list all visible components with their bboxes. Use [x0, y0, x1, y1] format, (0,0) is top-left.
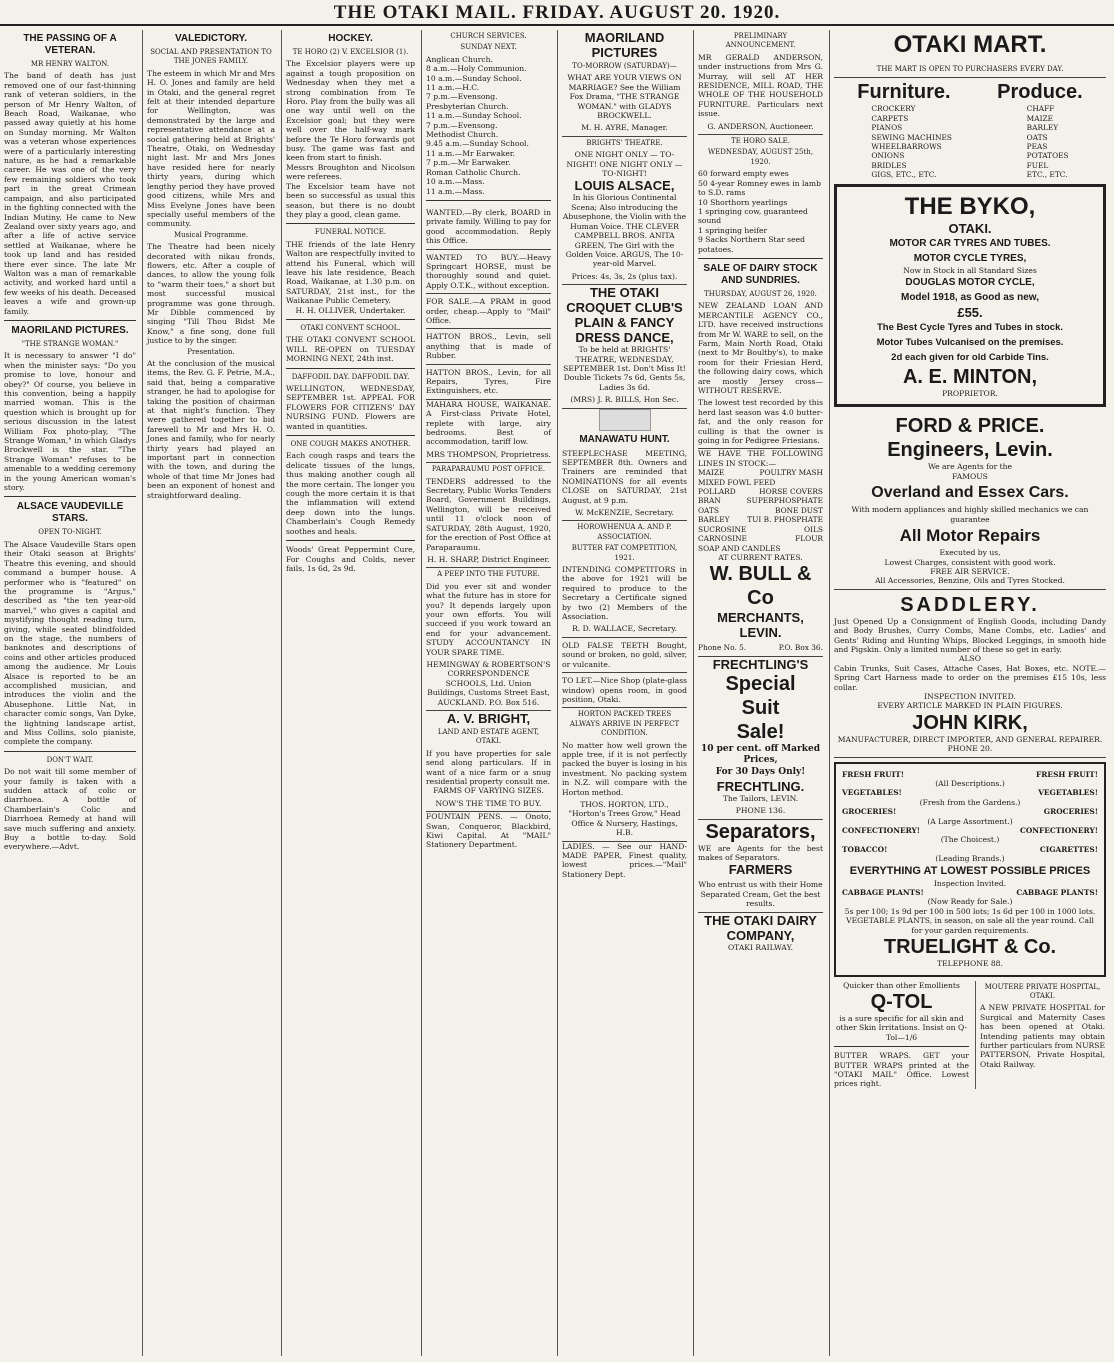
- ford-famous: FAMOUS: [952, 471, 988, 481]
- valedictory-headline: VALEDICTORY.: [174, 33, 248, 44]
- mart-furniture-list: [871, 104, 952, 179]
- list-item: WHEELBARROWS: [871, 142, 942, 152]
- church-subhead: SUNDAY NEXT.: [460, 43, 517, 52]
- table-row: [842, 826, 1098, 835]
- qtol-ad: [834, 981, 969, 1089]
- column-4: [421, 30, 555, 1356]
- post-office-notice: TENDERS addressed to the Secretary, Public Works Tenders Board, Government Buildings, Wellington, will be received until 11 o'clock noon of SATURDAY, 28th August, 1920, for the erection of Post Office at Paraparaumu.: [426, 476, 551, 552]
- mart-lists: [834, 104, 1106, 179]
- table-cell: CARNOSINE: [698, 534, 747, 544]
- post-office-headline: PARAPARAUMU POST OFFICE.: [431, 465, 546, 474]
- byko-ad: [834, 184, 1106, 408]
- te-horo-list: [698, 169, 823, 254]
- horton-signature: THOS. HORTON, LTD., "Horton's Trees Grow," Head Office & Nursery, Hastings, H.B.: [562, 797, 687, 842]
- frechtling-sale: Sale!: [736, 720, 785, 743]
- dairy-sale-headline: SALE OF DAIRY STOCK AND SUNDRIES.: [703, 262, 818, 286]
- funeral-signature: H. H. OLLIVER, Undertaker.: [295, 305, 406, 315]
- table-row: [698, 544, 823, 553]
- kirk-name: JOHN KIRK,: [912, 711, 1028, 734]
- wanted-ad-1: WANTED.—By clerk, BOARD in private family. Willing to pay for good accommodation. Reply this Office.: [426, 205, 551, 250]
- hockey-subhead: TE HORO (2) V. EXCELSIOR (1).: [292, 48, 409, 56]
- church-list: [426, 55, 551, 196]
- masthead: THE OTAKI MAIL. FRIDAY. AUGUST 20. 1920.: [0, 0, 1114, 26]
- list-item: 7 p.m.—Mr Earwaker.: [426, 158, 511, 168]
- tob-right: CIGARETTES!: [1039, 844, 1098, 854]
- list-item: PIANOS: [871, 123, 903, 133]
- prelim-signature: G. ANDERSON, Auctioneer.: [698, 119, 823, 135]
- list-item: 11 a.m.—Sunday School.: [426, 111, 522, 121]
- ford-sub: Engineers, Levin.: [887, 439, 1053, 462]
- byko-line-1: MOTOR CAR TYRES AND TUBES.: [889, 237, 1051, 249]
- byko-proprietor: PROPRIETOR.: [942, 389, 998, 399]
- separators-ad: WE are Agents for the best makes of Separators.: [698, 843, 823, 862]
- qtol-body: is a sure specific for all skin and other Skin Irritations. Insist on Q-Tol—1/6: [835, 1013, 968, 1042]
- truelight-ad: [834, 762, 1106, 977]
- convent-headline: OTAKI CONVENT SCHOOL.: [300, 323, 401, 332]
- frechtling-phone: PHONE 136.: [698, 803, 823, 819]
- table-row: [698, 478, 823, 487]
- table-row: [698, 496, 823, 505]
- pictures-headline: MAORILAND PICTURES.: [11, 324, 129, 336]
- table-cell: HORSE COVERS: [759, 487, 823, 497]
- bright-headline: A. V. BRIGHT,: [446, 711, 531, 726]
- list-item: SEWING MACHINES: [871, 132, 952, 142]
- list-item: Anglican Church.: [426, 54, 493, 64]
- for-sale-ad: FOR SALE.—A PRAM in good order, cheap.—Apply to "Mail" Office.: [426, 294, 551, 329]
- cabbage-right: CABBAGE PLANTS!: [1016, 888, 1098, 898]
- programme-subhead: Musical Programme.: [174, 230, 248, 239]
- frechtling-headline: FRECHTLING'S: [712, 656, 809, 672]
- qtol-tag: Quicker than other Emollients: [843, 980, 960, 990]
- list-item: BRIDLES: [871, 160, 907, 170]
- separators-trust: Who entrust us with their Home Separated Cream, Get the best results.: [698, 877, 823, 912]
- list-item: Roman Catholic Church.: [426, 167, 521, 177]
- presentation-subhead: Presentation.: [187, 347, 235, 356]
- stock-lines-table: [698, 468, 823, 553]
- list-item: BARLEY: [1026, 123, 1059, 133]
- pictures-article: It is necessary to answer "I do" when the minister says: "Do you promise to love, honour and obey?" Of course, you believe in this convention, being a happily married woman. This is the question which is brought up for serious discussion in the latest William Fox photo-play, "The Strange Woman," in which Gladys Brockwell is the star. "The Strange Woman" refuses to be amenable to a wedding ceremony in the young American woman's story.: [4, 351, 136, 493]
- post-office-signature: H. H. SHARP, District Engineer.: [426, 552, 551, 568]
- saddlery-body: Just Opened Up a Consignment of English Goods, including Dandy and Body Brushes, Curry Combs, Mane Combs, etc. Ladies' and Gents' Riding and Hunting Whips, Blocked Leggings, in smooth hide and Pigskin. Only a limited number of these so get in early.: [834, 616, 1106, 654]
- truelight-phone: TELEPHONE 88.: [937, 959, 1003, 969]
- te-horo-headline: TE HORO SALE.: [731, 137, 790, 146]
- mart-headline: OTAKI MART.: [893, 31, 1047, 58]
- table-cell: POULTRY MASH: [759, 468, 823, 478]
- list-item: MAIZE: [1026, 113, 1054, 123]
- divider: [286, 435, 415, 436]
- list-item: Methodist Church.: [426, 130, 499, 140]
- byko-line-2: MOTOR CYCLE TYRES,: [913, 252, 1027, 264]
- veteran-subhead: MR HENRY WALTON.: [30, 60, 110, 68]
- veteran-headline: THE PASSING OF A VETERAN.: [23, 33, 117, 56]
- fruit-left: FRESH FRUIT!: [842, 769, 904, 779]
- bull-headline: W. BULL & Co: [709, 563, 812, 610]
- column-1: [4, 30, 140, 1356]
- manawatu-notice: STEEPLECHASE MEETING, SEPTEMBER 8th. Owners and Trainers are reminded that NOMINATIONS for all events CLOSE on SATURDAY, 21st August, at 9 p.m.: [562, 448, 687, 505]
- dont-wait-headline: DON'T WAIT.: [46, 755, 94, 764]
- table-cell: SUCROSINE: [698, 524, 747, 534]
- cabbage-desc: (Now Ready for Sale.): [927, 897, 1013, 907]
- mart-columns-head: [834, 80, 1106, 104]
- list-item: 8 a.m.—Holy Communion.: [426, 64, 527, 74]
- qtol-name: Q-TOL: [870, 990, 933, 1013]
- byko-line-6: The Best Cycle Tyres and Tubes in stock.: [876, 322, 1063, 334]
- saddlery-ad: [834, 590, 1106, 758]
- maoriland-headline: MAORILAND PICTURES: [584, 30, 665, 60]
- prelim-headline: PRELIMINARY ANNOUNCEMENT.: [725, 32, 796, 50]
- convent-notice: THE OTAKI CONVENT SCHOOL WILL RE-OPEN on TUESDAY MORNING NEXT, 24th inst.: [286, 335, 415, 364]
- manawatu-signature: W. McKENZIE, Secretary.: [562, 505, 687, 521]
- hospital-ad: [975, 981, 1105, 1089]
- false-teeth-ad: OLD FALSE TEETH Bought, sound or broken, no gold, silver, or vulcanite.: [562, 638, 687, 673]
- divider: [4, 751, 136, 752]
- table-cell: MIXED FOWL FEED: [698, 477, 776, 487]
- table-cell: BONE DUST: [775, 505, 823, 515]
- farms-line: FARMS OF VARYING SIZES.: [433, 786, 544, 796]
- daffodil-headline: DAFFODIL DAY. DAFFODIL DAY.: [291, 372, 410, 381]
- byko-line-5: Model 1918, as Good as new,: [900, 292, 1039, 304]
- frechtling-discount: 10 per cent. off Marked Prices,: [700, 743, 821, 765]
- horton-headline: HORTON PACKED TREES ALWAYS ARRIVE IN PERFECT CONDITION.: [569, 710, 680, 738]
- te-horo-date: WEDNESDAY, AUGUST 25th, 1920.: [707, 148, 814, 166]
- list-item: 10 a.m.—Mass.: [426, 177, 485, 187]
- butter-wraps-ad: BUTTER WRAPS. GET your BUTTER WRAPS printed at the "OTAKI MAIL" Office. Lowest prices right.: [834, 1051, 969, 1089]
- ford-cars: Overland and Essex Cars.: [871, 484, 1069, 502]
- mart-furniture: Furniture.: [857, 81, 951, 104]
- frechtling-name: FRECHTLING.: [716, 778, 805, 794]
- horowhenua-subhead: BUTTER FAT COMPETITION, 1921.: [571, 544, 678, 562]
- table-cell: BRAN: [698, 496, 721, 506]
- louis-alsace-headline: LOUIS ALSACE,: [574, 178, 675, 194]
- table-cell: SUPERPHOSPHATE: [746, 496, 823, 506]
- ford-modern: With modern appliances and highly skilled mechanics we can guarantee: [851, 505, 1089, 524]
- byko-proprietor-name: A. E. MINTON,: [902, 366, 1038, 389]
- column-2: [142, 30, 279, 1356]
- byko-line-7: Motor Tubes Vulcanised on the premises.: [876, 337, 1064, 349]
- manawatu-headline: MANAWATU HUNT.: [579, 433, 670, 445]
- ford-accessories: All Accessories, Benzine, Oils and Tyres Stocked.: [875, 576, 1065, 586]
- croquet-headline: THE OTAKI CROQUET CLUB'S PLAIN & FANCY DRESS DANCE,: [566, 285, 683, 346]
- croquet-signature: (MRS) J. R. BILLS, Hon Sec.: [562, 392, 687, 408]
- louis-alsace-ad: In his Glorious Continental Scena; Also introducing the Abusephone, the Violin with the Human Voice. THE CLEVER CAMPBELL BROS. ANITA GREEN, The Girl with the Golden Voice. ARGUS, The 10-year-old Marvel.: [562, 193, 687, 269]
- bottom-ads: [834, 981, 1106, 1089]
- hunt-illustration: [562, 409, 687, 431]
- everything-line: EVERYTHING AT LOWEST POSSIBLE PRICES: [849, 864, 1091, 877]
- inspection-line: Inspection Invited.: [933, 878, 1007, 888]
- byko-sub: OTAKI.: [948, 220, 992, 236]
- column-5: [557, 30, 691, 1356]
- bull-contact: [698, 640, 823, 656]
- list-item: 7 p.m.—Evensong.: [426, 120, 498, 130]
- list-item: POTATOES: [1026, 151, 1069, 161]
- table-cell: TUI B. PHOSPHATE: [747, 515, 823, 525]
- table-cell: SOAP AND CANDLES: [698, 543, 781, 553]
- hatton-ad-1: HATTON BROS., Levin, sell anything that is made of Rubber.: [426, 329, 551, 364]
- column-3: [281, 30, 419, 1356]
- truelight-name: TRUELIGHT & Co.: [883, 936, 1057, 959]
- list-item: ONIONS: [871, 151, 905, 161]
- table-cell: MAIZE: [698, 468, 725, 478]
- kirk-sub: MANUFACTURER, DIRECT IMPORTER, AND GENERAL REPAIRER. PHONE 20.: [837, 734, 1103, 754]
- hatton-ad-2: HATTON BROS., Levin, for all Repairs, Tyres, Fire Extinguishers, etc.: [426, 365, 551, 400]
- list-item: 11 a.m.—Mr Earwaker.: [426, 148, 516, 158]
- ford-price-ad: [834, 411, 1106, 589]
- current-rates: AT CURRENT RATES.: [718, 552, 803, 562]
- daffodil-notice: WELLINGTON, WEDNESDAY, SEPTEMBER 1st. APPEAL FOR FLOWERS FOR CITIZENS' DAY NURSING FUND. Flowers are wanted in quantities.: [286, 384, 415, 431]
- divider: [286, 223, 415, 224]
- list-item: 11 a.m.—Mass.: [426, 186, 485, 196]
- table-row: [698, 534, 823, 543]
- maoriland-ad: WHAT ARE YOUR VIEWS ON MARRIAGE? See the William Fox Drama, "THE STRANGE WOMAN." with GLADYS BROCKWELL.: [567, 73, 682, 121]
- groc-right: GROCERIES!: [1043, 807, 1098, 817]
- fruit-desc: (All Descriptions.): [935, 779, 1005, 788]
- prelim-notice: MR GERALD ANDERSON, under instructions from Mrs G. Murray, will sell AT HER RESIDENCE, MILL ROAD, THE WHOLE OF THE HOUSEHOLD FURNITURE. Particulars next issue.: [698, 52, 823, 119]
- list-item: 7 p.m.—Evensong.: [426, 92, 498, 102]
- divider: [286, 368, 415, 369]
- divider: [426, 200, 551, 201]
- list-item: 10 a.m.—Sunday School.: [426, 73, 522, 83]
- divider: [286, 319, 415, 320]
- mart-produce: Produce.: [997, 81, 1083, 104]
- table-row: [842, 807, 1098, 816]
- conf-left: CONFECTIONERY!: [842, 826, 921, 836]
- bright-ad: If you have properties for sale send along particulars. If in want of a nice farm or a snug residential property consult me.: [426, 748, 551, 787]
- frechtling-special: Special: [725, 672, 796, 695]
- louis-alsace-prices: Prices: 4s, 3s, 2s (plus tax).: [562, 269, 687, 285]
- list-item: 50 4-year Romney ewes in lamb to S.D. rams: [698, 178, 821, 198]
- byko-line-8: 2d each given for old Carbide Tins.: [891, 352, 1049, 364]
- mart-produce-list: [1027, 104, 1069, 179]
- divider: [698, 258, 823, 259]
- byko-headline: THE BYKO,: [904, 192, 1036, 220]
- fountain-pens-ad: FOUNTAIN PENS. — Onoto, Swan, Conqueror, Blackbird, Kiwi Capital. At "MAIL" Stationery Department.: [426, 812, 551, 850]
- list-item: OATS: [1026, 132, 1048, 142]
- list-item: 1 springing heifer: [698, 225, 768, 235]
- alsace-headline: ALSACE VAUDEVILLE STARS.: [16, 501, 124, 525]
- hockey-article: The Excelsior players were up against a tough proposition on Wednesday when they met a strong combination from Te Horo. Play from the bully was all one way until well on the Excelsior goal; but they were well over the half-way mark before the Te Horo forwards got busy. The game was fast and keen from start to finish.: [286, 59, 415, 163]
- valedictory-subhead: SOCIAL AND PRESENTATION TO THE JONES FAMILY.: [150, 48, 272, 66]
- maoriland-date: TO-MORROW (SATURDAY)—: [572, 62, 677, 70]
- cough-ad: Each cough rasps and tears the delicate tissues of the lungs, thus making another cough all the more certain. The longer you cough the more certain it is that the inflammation will extend deep down into the lungs. Chamberlain's Cough Remedy soothes and heals.: [286, 451, 415, 536]
- horowhenua-signature: R. D. WALLACE, Secretary.: [562, 621, 687, 637]
- table-row: [698, 487, 823, 496]
- byko-line-3: Now in Stock in all Standard Sizes: [903, 265, 1037, 275]
- horse-icon: [599, 409, 651, 431]
- groc-left: GROCERIES!: [842, 807, 897, 817]
- church-headline: CHURCH SERVICES.: [450, 32, 527, 40]
- veg-plants: VEGETABLE PLANTS, in season, on sale all the year round. Call for your garden requirements.: [846, 916, 1094, 935]
- croquet-ad: To be held at BRIGHTS' THEATRE, WEDNESDAY, SEPTEMBER 1st. Don't Miss It! Double Tickets 7s 6d, Gents 5s, Ladies 3s 6d.: [563, 345, 686, 392]
- saddlery-invited: INSPECTION INVITED.: [924, 691, 1016, 701]
- hockey-article-2: Messrs Broughton and Nicolson were referees.: [286, 162, 415, 182]
- table-row: [698, 468, 823, 477]
- fruit-right: FRESH FRUIT!: [1036, 769, 1098, 779]
- hemingway-address: HEMINGWAY & ROBERTSON'S CORRESPONDENCE SCHOOLS, Ltd. Union Buildings, Customs Street East, AUCKLAND. P.O. Box 516.: [426, 657, 551, 711]
- table-row: [842, 888, 1098, 897]
- horton-ad: No matter how well grown the apple tree, if it is not perfectly packed the buyer is losing in his investment. No packing system in N.Z. will compare with the Horton method.: [562, 740, 687, 797]
- table-cell: FLOUR: [795, 534, 823, 544]
- table-cell: OILS: [804, 524, 823, 534]
- hospital-body: A NEW PRIVATE HOSPITAL for Surgical and Maternity Cases has been opened at Otaki. Intending patients may obtain further particulars from NURSE PATTERSON, Private Hospital, Otaki Railway.: [980, 1003, 1105, 1069]
- peep-ad: Did you ever sit and wonder what the future has in store for you? It depends largely upon your own efforts. You will succeed if you work toward an end for your advancement. STUDY ACCOUNTANCY IN YOUR SPARE TIME.: [426, 581, 551, 657]
- veg-right: VEGETABLES!: [1038, 788, 1098, 798]
- list-item: Presbyterian Church.: [426, 101, 509, 111]
- horowhenua-notice: INTENDING COMPETITORS in the above for 1921 will be required to produce to the Secretary a Certificate signed by two (2) Members of the Association.: [562, 565, 687, 622]
- ford-exec: Executed by us,: [939, 548, 1001, 558]
- separators-farmers: FARMERS: [728, 862, 793, 878]
- divider: [4, 320, 136, 321]
- list-item: 9 Sacks Northern Star seed potatoes.: [698, 235, 805, 254]
- ford-free-air: FREE AIR SERVICE.: [930, 566, 1010, 576]
- list-item: CROCKERY: [871, 104, 916, 114]
- column-6: [693, 30, 827, 1356]
- hockey-headline: HOCKEY.: [328, 33, 373, 44]
- table-row: [698, 515, 823, 524]
- hockey-article-3: The Excelsior team have not been so successful as usual this season, but there is no doubt they play a good, clean game.: [286, 181, 415, 219]
- dont-wait-ad: Do not wait till some member of your family is taken with a sudden attack of colic or diarrhoea. A bottle of Chamberlain's Colic and Diarrhoea Remedy at hand will save much suffering and anxiety. Buy a bottle to-day. Sold everywhere.—Advt.: [4, 767, 136, 852]
- list-item: 10 Shorthorn yearlings: [698, 197, 788, 207]
- saddlery-also: ALSO: [959, 654, 981, 664]
- brights-headline: BRIGHTS' THEATRE.: [586, 138, 663, 147]
- mahara-ad: MAHARA HOUSE, WAIKANAE. A First-class Private Hotel, replete with large, airy bedrooms. Best of accommodation, tariff low.: [426, 399, 551, 447]
- maoriland-signature: M. H. AYRE, Manager.: [562, 120, 687, 136]
- stock-lines-headline: WE HAVE THE FOLLOWING LINES IN STOCK:—: [698, 449, 823, 468]
- programme-article: The Theatre had been nicely decorated with nikau fronds, flowers, etc. After a couple of dances, to allow the young folk to "warm their toes," a short but most successful musical programme was gone through. Mr Dibble commenced by singing "Till Thou Bidst Me Know," a fine song, done full justice to by the singer.: [147, 242, 275, 346]
- ford-headline: FORD & PRICE.: [895, 415, 1045, 438]
- list-item: 60 forward empty ewes: [698, 169, 789, 179]
- tob-left: TOBACCO!: [842, 844, 888, 854]
- veg-left: VEGETABLES!: [842, 788, 902, 798]
- byko-line-4: DOUGLAS MOTOR CYCLE,: [905, 277, 1035, 289]
- bull-phone: Phone No. 5.: [698, 643, 747, 653]
- presentation-article: At the conclusion of the musical items, the Rev. G. F. Petrie, M.A., said that, being a comparative stranger, he had to apologise for taking the position of chairman at that night's function. They were gathered together to bid farewell to Mr and Mrs H. O. Jones and family, who for nearly thirty years had played an important part in connection with the town, and during the whole of that time Mr Jones had been an exponent of honest and straightforward dealing.: [147, 359, 275, 500]
- column-7: [829, 30, 1110, 1356]
- ladies-paper-ad: LADIES. — See our HAND-MADE PAPER, Finest quality, lowest prices.—"Mail" Stationery Dept.: [562, 841, 687, 879]
- list-item: GIGS, ETC., ETC.: [871, 170, 937, 180]
- separators-headline: Separators,: [705, 820, 816, 843]
- tob-desc: (Leading Brands.): [935, 854, 1005, 864]
- now-time-line: NOW'S THE TIME TO BUY.: [426, 796, 551, 812]
- table-cell: OATS: [698, 505, 719, 515]
- list-item: CHAFF: [1026, 104, 1055, 114]
- saddlery-marked: EVERY ARTICLE MARKED IN PLAIN FIGURES.: [877, 701, 1063, 711]
- dairy-sale-notice: NEW ZEALAND LOAN AND MERCANTILE AGENCY CO., LTD. have received instructions from Mr W. WARE to sell, on the Farm, Main North Road, Otaki (next to Mr Boultby's), to make room for their Friesian Herd, the following dairy cows, which are mostly Jersey cross—WITHOUT RESERVE.: [698, 301, 823, 395]
- dairy-company-sub: OTAKI RAILWAY.: [727, 942, 794, 952]
- list-item: CARPETS: [871, 113, 909, 123]
- veteran-article: The band of death has just removed one of our fast-thinning rank of veteran soldiers, in the person of Mr Henry Walton, of Beach Road, Waikanae, who passed away quietly at his home on Sunday morning. Mr Walton was a veteran whose experiences were of a particularly interesting nature, as he had a remarkable career. He was one of the very few remaining soldiers who took part in the great Crimean campaign, and also participated in the fighting connected with the Indian Mutiny. He came to New Zealand over sixty years ago, and after a life of active service settled at Waikanae, where he took up land and has resided there ever since. The late Mr Walton was a man of remarkable activity, and worked hard until a few weeks of his death. Deceased leaves a wife and grown-up family.: [4, 71, 136, 316]
- cough-headline: ONE COUGH MAKES ANOTHER.: [290, 440, 411, 449]
- cabbage-left: CABBAGE PLANTS!: [842, 888, 924, 898]
- frechtling-suit: Suit: [741, 696, 780, 719]
- funeral-notice: THE friends of the late Henry Walton are respectfully invited to attend his Funeral, which will leave his late residence, Beach Road, Waikanae, at 1.30 p.m. on SATURDAY, 21st inst., for the Waikanae Public Cemetery.: [286, 239, 415, 306]
- brights-tonight: ONE NIGHT ONLY — TO-NIGHT! ONE NIGHT ONLY — TO-NIGHT!: [566, 150, 683, 179]
- table-row: [842, 845, 1098, 854]
- conf-desc: (The Choicest.): [940, 835, 1000, 845]
- mahara-signature: MRS THOMPSON, Proprietress.: [426, 447, 551, 463]
- list-item: 1 springing cow, guaranteed sound: [698, 206, 808, 226]
- ford-repairs: All Motor Repairs: [899, 526, 1041, 546]
- saddlery-headline: SADDLERY.: [900, 593, 1040, 616]
- table-row: [698, 506, 823, 515]
- dairy-sale-date: THURSDAY, AUGUST 26, 1920.: [704, 289, 817, 298]
- bull-subhead: MERCHANTS, LEVIN.: [717, 610, 804, 641]
- dairy-sale-note: The lowest test recorded by this herd last season was 4.0 butter-fat, and the only reason for culling is that the owner is going in for Pedigree Friesians.: [698, 395, 823, 449]
- frechtling-tailors: The Tailors, LEVIN.: [722, 793, 799, 803]
- valedictory-article: The esteem in which Mr and Mrs H. O. Jones and family are held in Otaki, and the general regret felt at their intended departure for Wellington, was demonstrated by the large and representative attendance at a social gathering held at Brights' Theatre, Otaki, on Wednesday night last. Mr and Mrs Jones have resided here for nearly thirty years, during which lengthy period they have proved good citizens, while Mrs and Miss Evelyne Jones have been specially useful members of the community.: [147, 68, 275, 229]
- veg-desc: (Fresh from the Gardens.): [919, 797, 1021, 807]
- wanted-ad-2: WANTED TO BUY.—Heavy Springcart HORSE, must be thoroughly sound and quiet. Apply O.T.K., without exception.: [426, 250, 551, 295]
- table-cell: BARLEY: [698, 515, 730, 525]
- table-row: [842, 788, 1098, 797]
- list-item: PEAS: [1026, 142, 1048, 152]
- peppermint-ad: Woods' Great Peppermint Cure, For Coughs and Colds, never fails, 1s 6d, 2s 9d.: [286, 545, 415, 573]
- divider: [4, 496, 136, 497]
- table-row: [842, 770, 1098, 779]
- cabbage-price: 5s per 100; 1s 9d per 100 in 500 lots; 1s 6d per 100 in 1000 lots.: [844, 906, 1096, 916]
- ford-agents: We are Agents for the: [927, 462, 1013, 472]
- to-let-ad: TO LET.—Nice Shop (plate-glass window) opens room, in good position, Otaki.: [562, 673, 687, 708]
- hospital-headline: MOUTERE PRIVATE HOSPITAL, OTAKI.: [984, 982, 1101, 1000]
- peep-headline: A PEEP INTO THE FUTURE.: [437, 570, 540, 579]
- ford-lowest: Lowest Charges, consistent with good work.: [884, 557, 1056, 567]
- byko-price: £55.: [957, 305, 983, 321]
- pictures-subhead: "THE STRANGE WOMAN.": [21, 339, 119, 348]
- bright-subhead: LAND AND ESTATE AGENT, OTAKI.: [437, 728, 540, 746]
- conf-right: CONFECTIONERY!: [1019, 826, 1098, 836]
- saddlery-body-2: Cabin Trunks, Suit Cases, Attache Cases, Hat Boxes, etc. NOTE.—Spring Cart Harness made to order on the premises £15 10s, less collar.: [834, 663, 1106, 692]
- funeral-headline: FUNERAL NOTICE.: [314, 228, 387, 237]
- bull-box: P.O. Box 36.: [778, 643, 823, 653]
- alsace-subhead: OPEN TO-NIGHT.: [38, 528, 102, 537]
- table-cell: POLLARD: [698, 487, 736, 497]
- groc-desc: (A Large Assortment.): [927, 816, 1013, 826]
- mart-subhead: THE MART IS OPEN TO PURCHASERS EVERY DAY.: [834, 62, 1106, 78]
- dairy-company-headline: THE OTAKI DAIRY COMPANY,: [704, 912, 817, 943]
- table-row: [698, 525, 823, 534]
- divider: [286, 540, 415, 541]
- horowhenua-headline: HOROWHENUA A. AND P. ASSOCIATION.: [577, 523, 672, 541]
- list-item: 9.45 a.m.—Sunday School.: [426, 139, 529, 149]
- list-item: ETC., ETC.: [1026, 170, 1068, 180]
- alsace-article: The Alsace Vaudeville Stars open their Otaki season at Brights' Theatre this evening, and should command a bumper house. A performer who is "featured" on the programme is "Argus," described as "the ten year-old marvel," who gives a capital and mystifying thought reading turn, giving, while seated blindfolded on the stage, the numbers of banknotes and descriptions of coins and other articles produced among the audience. Mr Louis Alsace is reported to be an accomplished musician, and introduces the violin and the Abusephone. Little Nat, in character comic songs, Van Dyke, the lightning landscape artist, and Miss Collins, solo pianiste, complete the company.: [4, 539, 136, 747]
- divider: [834, 1046, 969, 1047]
- list-item: FUEL: [1026, 160, 1049, 170]
- frechtling-days: For 30 Days Only!: [715, 766, 806, 777]
- list-item: 11 a.m.—H.C.: [426, 83, 480, 93]
